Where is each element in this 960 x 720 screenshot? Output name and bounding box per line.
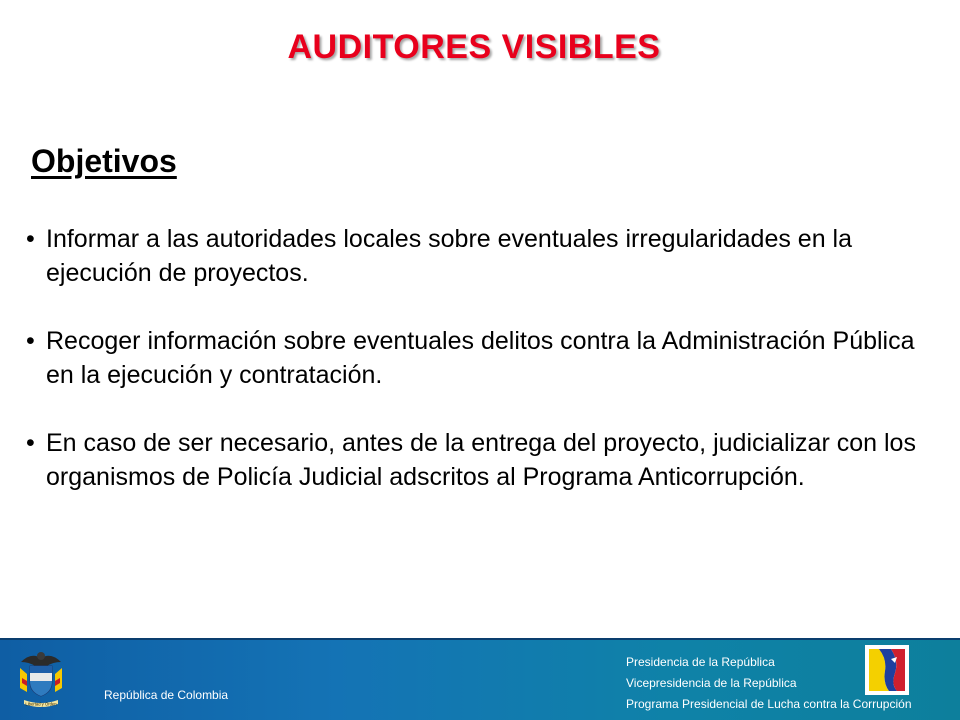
list-item [24,222,944,290]
seal-motto: Libertad y Orden [25,701,57,707]
institution-line: Vicepresidencia de la República [626,676,797,690]
coat-of-arms-icon [17,648,65,712]
anticorruption-program-logo-icon [865,645,909,695]
section-heading: Objetivos [31,143,177,179]
institution-line: Presidencia de la República [626,655,775,669]
bullet-icon: • [26,225,35,253]
republica-label: República de Colombia [104,688,229,702]
list-item-text: En caso de ser necesario, antes de la entrega del proyecto, judicializar con los organismos de Policía Judicial adscritos al Programa Anticorrupción. [46,429,916,491]
list-item-text: Recoger información sobre eventuales delitos contra la Administración Pública en la ejecución y contratación. [46,327,915,389]
list-item [24,426,944,494]
objectives-list [24,222,944,528]
institution-line: Programa Presidencial de Lucha contra la Corrupción [626,697,912,711]
bullet-icon: • [26,429,35,457]
bullet-icon: • [26,327,35,355]
list-item-text: Informar a las autoridades locales sobre eventuales irregularidades en la ejecución de proyectos. [46,225,853,287]
footer-bar [0,640,960,720]
list-item [24,324,944,392]
slide-title: AUDITORES VISIBLES [287,28,661,66]
